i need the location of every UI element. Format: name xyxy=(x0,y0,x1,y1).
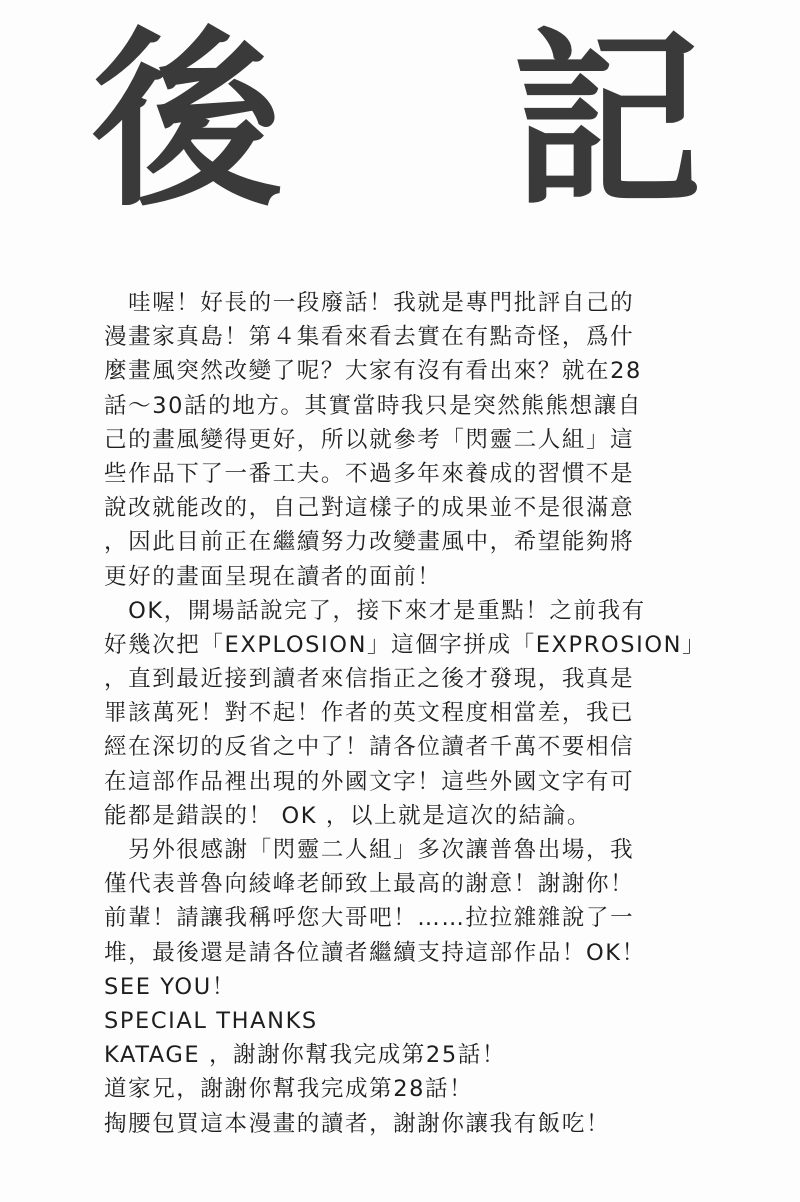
text-line: 道家兄，謝謝你幫我完成第28話！ xyxy=(104,1076,474,1103)
text-line: 掏腰包買這本漫畫的讀者，謝謝你讓我有飯吃！ xyxy=(104,1110,611,1137)
text-line: 好幾次把「EXPLOSION」這個字拼成「EXPROSION」 xyxy=(104,631,707,658)
text-line: 前輩！請讓我稱呼您大哥吧！……拉拉雜雜說了一 xyxy=(104,905,635,932)
text-line: 能都是錯誤的！ OK ，以上就是這次的結論。 xyxy=(104,802,591,829)
title-char-notes: 記 xyxy=(512,11,703,232)
text-line: OK，開場話說完了，接下來才是重點！之前我有 xyxy=(104,597,646,624)
text-line: 經在深切的反省之中了！請各位讀者千萬不要相信 xyxy=(104,734,635,761)
text-line: SEE YOU！ xyxy=(104,973,236,1000)
text-line: ，直到最近接到讀者來信指正之後才發現，我真是 xyxy=(104,666,635,693)
text-line: 己的畫風變得更好，所以就參考「閃靈二人組」這 xyxy=(104,426,635,453)
text-line: 另外很感謝「閃靈二人組」多次讓普魯出場，我 xyxy=(104,837,635,863)
text-line: 堆，最後還是請各位讀者繼續支持這部作品！OK！ xyxy=(104,939,646,966)
text-line: 漫畫家真島！第４集看來看去實在有點奇怪，爲什 xyxy=(104,324,635,351)
text-line: 在這部作品裡出現的外國文字！這些外國文字有可 xyxy=(104,768,635,795)
text-line: 僅代表普魯向綾峰老師致上最高的謝意！謝謝你！ xyxy=(104,871,635,898)
title-char-after: 後 xyxy=(92,11,283,232)
text-line: 罪該萬死！對不起！作者的英文程度相當差，我已 xyxy=(104,700,635,727)
text-line: 麼畫風突然改變了呢？大家有沒有看出來？就在28 xyxy=(104,358,642,385)
text-line: KATAGE ，謝謝你幫我完成第25話！ xyxy=(104,1042,506,1069)
text-line: 更好的畫面呈現在讀者的面前！ xyxy=(104,563,442,590)
text-line: ，因此目前正在繼續努力改變畫風中，希望能夠將 xyxy=(104,529,635,556)
text-line: SPECIAL THANKS xyxy=(104,1007,318,1034)
text-line: 些作品下了一番工夫。不過多年來養成的習慣不是 xyxy=(104,460,635,487)
afterword-body xyxy=(104,286,707,1141)
text-line: 說改就能改的，自己對這樣子的成果並不是很滿意 xyxy=(104,495,635,522)
text-line: 話～30話的地方。其實當時我只是突然熊熊想讓自 xyxy=(104,392,642,419)
text-line: 哇喔！好長的一段廢話！我就是專門批評自己的 xyxy=(104,290,635,316)
